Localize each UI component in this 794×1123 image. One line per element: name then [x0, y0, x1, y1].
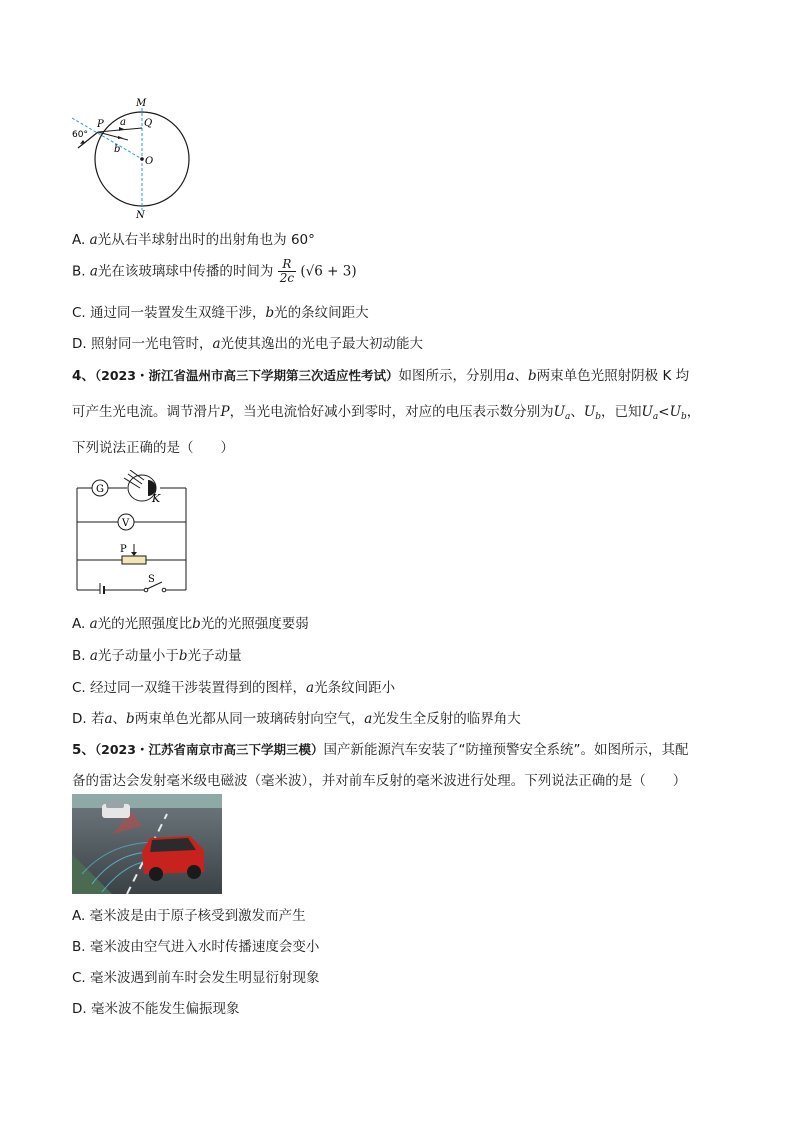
galvanometer-label: G — [96, 484, 104, 495]
car-radar-image — [72, 794, 222, 894]
switch-label: S — [148, 574, 155, 585]
q5-option-c[interactable]: C. 毫米波遇到前车时会发生明显衍射现象 — [72, 970, 320, 986]
q3-option-a[interactable]: A. a光从右半球射出时的出射角也为 60° — [72, 232, 315, 248]
q4-stem-line3: 下列说法正确的是（ ） — [72, 440, 234, 456]
slider-label: P — [120, 544, 127, 555]
q5-option-a[interactable]: A. 毫米波是由于原子核受到激发而产生 — [72, 908, 306, 924]
q5-stem-line2: 备的雷达会发射毫米级电磁波（毫米波），并对前车反射的毫米波进行处理。下列说法正确的是（ ） — [72, 773, 687, 789]
fraction: $\frac{R}{2c}$ — [279, 257, 295, 285]
q3-option-d[interactable]: D. 照射同一光电管时，a光使其逸出的光电子最大初动能大 — [72, 336, 424, 352]
q4-option-d[interactable]: D. 若a、b两束单色光都从同一玻璃砖射向空气，a光发生全反射的临界角大 — [72, 711, 521, 727]
photoelectric-circuit-figure — [72, 470, 192, 594]
q3-option-b[interactable]: B. a光在该玻璃球中传播的时间为 $\frac{R}{2c}$ (√6 + 3) — [72, 257, 357, 285]
label-a: a — [120, 117, 126, 128]
q5-option-d[interactable]: D. 毫米波不能发生偏振现象 — [72, 1001, 240, 1017]
voltmeter-label: V — [122, 518, 130, 529]
label-M: M — [136, 98, 147, 109]
label-b: b — [114, 144, 121, 155]
q5-stem-line1: 5、（2023・江苏省南京市高三下学期三模）国产新能源汽车安装了“防撞预警安全系统”。如图所示，其配 — [72, 742, 689, 758]
angle-label: 60° — [72, 130, 88, 140]
label-O: O — [145, 156, 154, 167]
q3-option-c[interactable]: C. 通过同一装置发生双缝干涉，b光的条纹间距大 — [72, 305, 369, 321]
q4-option-b[interactable]: B. a光子动量小于b光子动量 — [72, 648, 242, 664]
glass-sphere-figure — [68, 96, 198, 221]
label-P: P — [97, 119, 104, 130]
sqrt-expression: (√6 + 3) — [300, 263, 357, 280]
q4-stem-line1: 4、（2023・浙江省温州市高三下学期第三次适应性考试）如图所示，分别用a、b两束单色光照射阴极 K 均 — [72, 368, 690, 384]
label-N: N — [136, 210, 145, 221]
q4-option-a[interactable]: A. a光的光照强度比b光的光照强度要弱 — [72, 616, 309, 632]
cathode-label: K — [152, 492, 161, 505]
label-Q: Q — [144, 118, 153, 129]
q4-stem-line2: 可产生光电流。调节滑片P，当光电流恰好减小到零时，对应的电压表示数分别为$U_a$、$U_b$，已知$U_a<U_b$， — [72, 404, 701, 422]
q5-option-b[interactable]: B. 毫米波由空气进入水时传播速度会变小 — [72, 939, 320, 955]
q4-option-c[interactable]: C. 经过同一双缝干涉装置得到的图样，a光条纹间距小 — [72, 680, 396, 696]
